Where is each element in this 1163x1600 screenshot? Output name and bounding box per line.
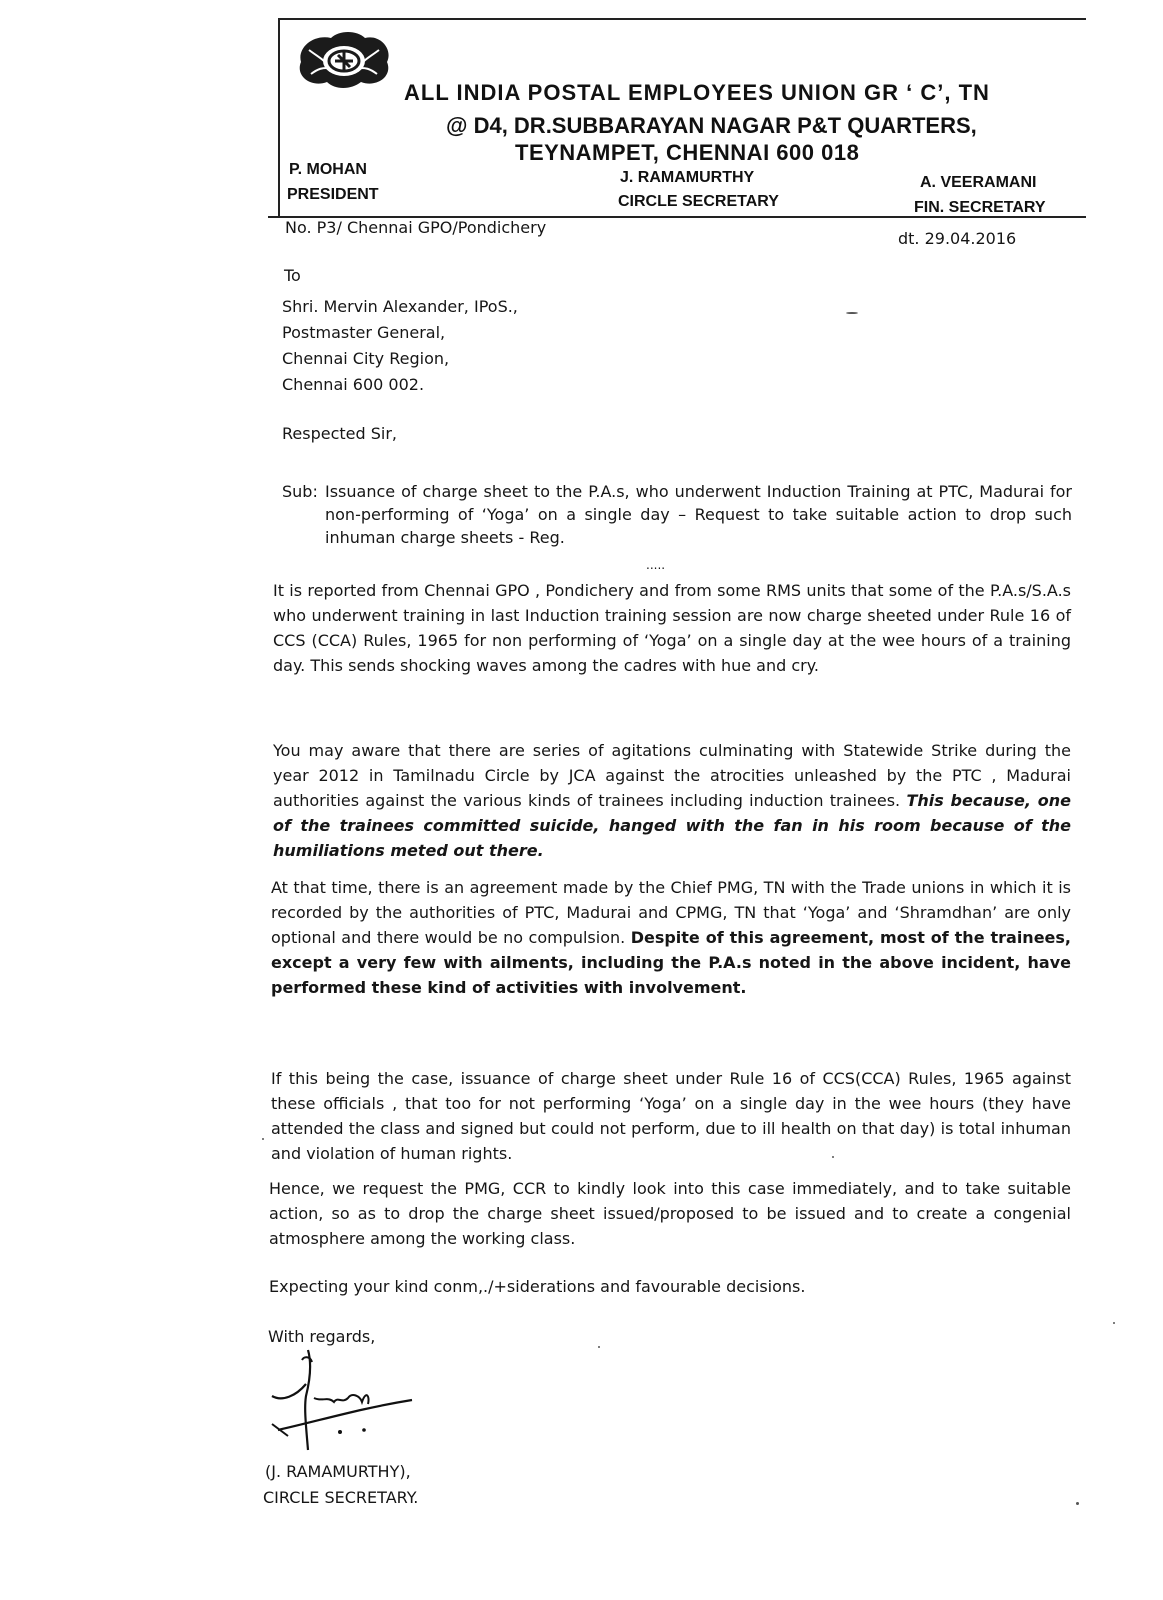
agitations-text: You may aware that there are series of agitations culminating with Statewide Strike during the year 2012 in Tamilnadu Circle by JCA against the atrocities unleashed by the PTC , Madurai authorities against the various kinds of trainees including induction trainees. (273, 741, 1071, 810)
scan-speck (1076, 1502, 1079, 1505)
scan-speck (598, 1346, 600, 1348)
recipient-line: Chennai City Region, (282, 349, 450, 368)
org-address-line2: TEYNAMPET, CHENNAI 600 018 (515, 140, 860, 165)
handwritten-signature (262, 1346, 422, 1454)
recipient-line: Postmaster General, (282, 323, 446, 342)
reference-number: No. P3/ Chennai GPO/Pondichery (285, 218, 547, 237)
separator-dots: ..... (646, 558, 666, 572)
scan-speck (846, 312, 858, 314)
closing-line: Expecting your kind conm,./+siderations and favourable decisions. (269, 1277, 806, 1296)
scan-speck (832, 1156, 834, 1158)
president-name: P. MOHAN (289, 161, 367, 178)
org-address-line1: @ D4, DR.SUBBARAYAN NAGAR P&T QUARTERS, (446, 113, 977, 138)
paragraph-agreement (271, 875, 1071, 1000)
to-label: To (284, 266, 301, 285)
paragraph-report: It is reported from Chennai GPO , Pondichery and from some RMS units that some of the P.A.s/S.A.s who underwent training in last Induction training session are now charge sheeted under Rule 16 of CCS (CCA) Rules, 1965 for non performing of ‘Yoga’ on a single day at the wee hours of a training day. This sends shocking waves among the cadres with hue and cry. (273, 581, 1071, 675)
suicide-emphasis-text: This because, one of the trainees committed suicide, hanged with the fan in his room because of the humiliations meted out there. (273, 791, 1071, 860)
scan-speck (262, 1138, 264, 1140)
union-emblem-icon (295, 28, 393, 92)
scan-speck (1113, 1322, 1115, 1324)
regards-line: With regards, (268, 1327, 376, 1346)
agreement-emphasis-text: Despite of this agreement, most of the trainees, except a very few with ailments, including the P.A.s noted in the above incident, have performed these kind of activities with involvement. (271, 928, 1072, 997)
signatory-name: (J. RAMAMURTHY), (265, 1462, 411, 1481)
president-title: PRESIDENT (287, 186, 379, 203)
agreement-text: At that time, there is an agreement made by the Chief PMG, TN with the Trade unions in which it is recorded by the authorities of PTC, Madurai and CPMG, TN that ‘Yoga’ and ‘Shramdhan’ are only optional and there would be no compulsion. (271, 878, 1071, 947)
paragraph-charge-sheet: If this being the case, issuance of charge sheet under Rule 16 of CCS(CCA) Rules, 1965 against these officials , that too for not performing ‘Yoga’ on a single day in the wee hours (they have attended the class and signed but could not perform, due to ill health on that day) is total inhuman and violation of human rights. (271, 1069, 1071, 1163)
signatory-title: CIRCLE SECRETARY. (263, 1488, 419, 1507)
paragraph-agitations (273, 738, 1071, 863)
subject-text: Issuance of charge sheet to the P.A.s, who underwent Induction Training at PTC, Madurai for non-performing of ‘Yoga’ on a single day – Request to take suitable action to drop such inhuman charge sheets - Reg. (325, 482, 1072, 547)
letter-date: dt. 29.04.2016 (898, 229, 1017, 248)
fin-secretary-name: A. VEERAMANI (920, 174, 1037, 191)
salutation: Respected Sir, (282, 424, 397, 443)
subject-block (282, 480, 1072, 549)
fin-secretary-title: FIN. SECRETARY (914, 199, 1046, 216)
subject-label: Sub: (282, 482, 318, 501)
recipient-line: Chennai 600 002. (282, 375, 425, 394)
recipient-line: Shri. Mervin Alexander, IPoS., (282, 297, 518, 316)
circle-secretary-title: CIRCLE SECRETARY (618, 193, 779, 210)
org-name: ALL INDIA POSTAL EMPLOYEES UNION GR ‘ C’, TN (404, 80, 990, 105)
recipient-address (282, 294, 518, 398)
circle-secretary-name: J. RAMAMURTHY (620, 169, 755, 186)
paragraph-request: Hence, we request the PMG, CCR to kindly look into this case immediately, and to take suitable action, so as to drop the charge sheet issued/proposed to be issued and to create a congenial atmosphere among the working class. (269, 1179, 1071, 1248)
